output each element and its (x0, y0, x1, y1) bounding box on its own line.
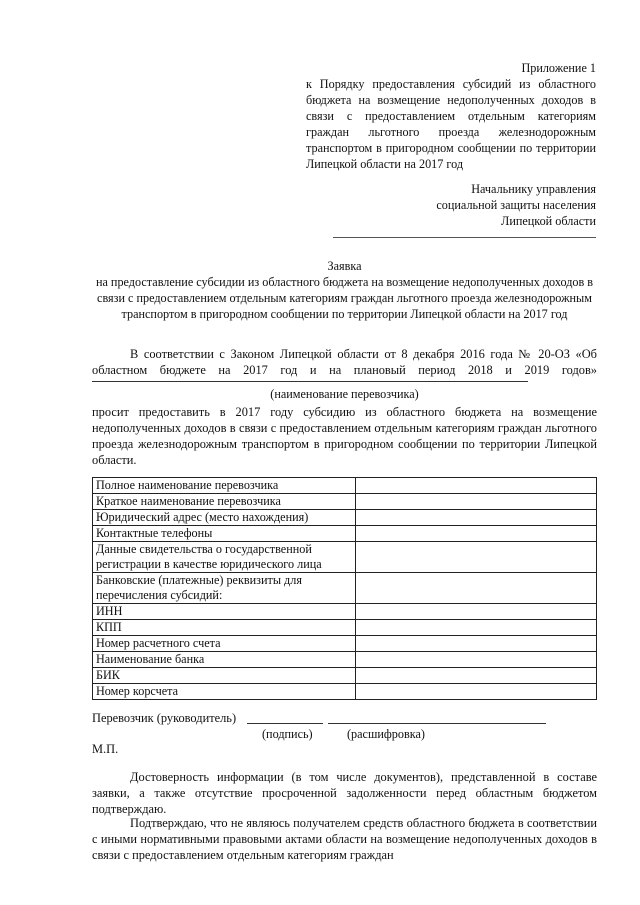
row-label: Полное наименование перевозчика (93, 478, 356, 494)
row-label: ИНН (93, 604, 356, 620)
row-value-cell (356, 478, 597, 494)
row-label: Наименование банка (93, 652, 356, 668)
signature-label: Перевозчик (руководитель) (92, 711, 237, 725)
row-value-cell (356, 494, 597, 510)
table-row (93, 542, 597, 573)
table-row (93, 526, 597, 542)
row-value-cell (356, 668, 597, 684)
stamp-place: М.П. (92, 742, 119, 756)
application-heading (92, 258, 597, 322)
heading-title: Заявка (327, 259, 362, 273)
signature-name-line (328, 723, 546, 724)
table-row (93, 478, 597, 494)
row-value-cell (356, 620, 597, 636)
table-row (93, 604, 597, 620)
heading-text: на предоставление субсидии из областного бюджета на возмещение недополученных доходов в связи с предоставлением отдельным категориям граждан льготного проезда железнодорожным транспортом в пригородном сообщении по территории Липецкой области на 2017 год (95, 275, 594, 321)
table-row (93, 494, 597, 510)
signature-name-caption: (расшифровка) (347, 727, 425, 741)
table-row (93, 573, 597, 604)
carrier-name-line (92, 381, 528, 382)
row-label: Краткое наименование перевозчика (93, 494, 356, 510)
appendix-block (306, 60, 596, 172)
row-label: КПП (93, 620, 356, 636)
row-value-cell (356, 542, 597, 573)
appendix-text: к Порядку предоставления субсидий из областного бюджета на возмещение недополученных доходов в связи с предоставлением отдельным категориям граждан льготного проезда железнодорожным транспортом в пригородном сообщении по территории Липецкой области на 2017 год (306, 77, 596, 171)
table-row (93, 652, 597, 668)
addressee-line: Липецкой области (501, 214, 596, 228)
table-row (93, 684, 597, 700)
appendix-title: Приложение 1 (521, 61, 596, 75)
row-label: Номер расчетного счета (93, 636, 356, 652)
confirmation-paragraph: Подтверждаю, что не являюсь получателем средств областного бюджета в соответствии с иными нормативными правовыми актами области на возмещение недополученных доходов в связи с предоставлением отдельным категориям граждан (92, 816, 597, 862)
addressee-line: Начальнику управления (471, 182, 596, 196)
row-label: БИК (93, 668, 356, 684)
addressee-line: социальной защиты населения (436, 198, 596, 212)
table-row (93, 636, 597, 652)
row-value-cell (356, 652, 597, 668)
carrier-name-caption: (наименование перевозчика) (270, 387, 419, 401)
requisites-table (92, 477, 597, 700)
table-row (93, 510, 597, 526)
row-value-cell (356, 573, 597, 604)
row-label: Контактные телефоны (93, 526, 356, 542)
row-label: Банковские (платежные) реквизиты для перечисления субсидий: (93, 573, 356, 604)
row-label: Номер корсчета (93, 684, 356, 700)
request-paragraph: просит предоставить в 2017 году субсидию из областного бюджета на возмещение недополученных доходов в связи с предоставлением отдельным категориям граждан льготного проезда железнодорожным транспортом в пригородном сообщении по территории Липецкой области. (92, 405, 597, 467)
confirmation-paragraph: Достоверность информации (в том числе документов), представленной в составе заявки, а также отсутствие просроченной задолженности перед областным бюджетом подтверждаю. (92, 770, 597, 816)
signature-caption: (подпись) (262, 727, 313, 741)
intro-paragraph: В соответствии с Законом Липецкой области от 8 декабря 2016 года № 20-ОЗ «Об областном бюджете на 2017 год и на плановый период 2018 и 2019 годов» (92, 347, 597, 377)
row-label: Данные свидетельства о государственной регистрации в качестве юридического лица (93, 542, 356, 573)
table-row (93, 668, 597, 684)
row-label: Юридический адрес (место нахождения) (93, 510, 356, 526)
table-row (93, 620, 597, 636)
signature-line (247, 723, 323, 724)
row-value-cell (356, 604, 597, 620)
row-value-cell (356, 636, 597, 652)
row-value-cell (356, 526, 597, 542)
addressee-block (330, 181, 596, 229)
signature-block (92, 710, 597, 726)
row-value-cell (356, 510, 597, 526)
row-value-cell (356, 684, 597, 700)
addressee-underline (333, 237, 596, 238)
